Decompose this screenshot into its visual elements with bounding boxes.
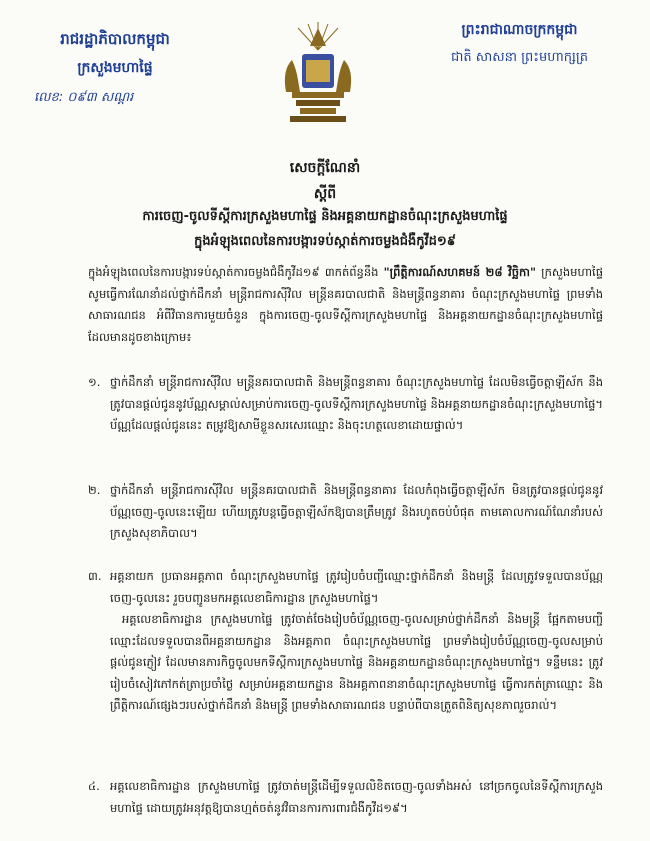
royal-arms-emblem-icon <box>268 20 368 124</box>
list-item <box>88 566 603 717</box>
list-item <box>88 480 603 545</box>
subject-label: ស្តីពី <box>313 186 337 202</box>
document-type: សេចក្តីណែនាំ <box>289 160 361 176</box>
item-text: អគ្គនាយក ប្រធានអគ្គភាព ចំណុះក្រសួងមហាផ្ទៃ ត្រូវរៀបចំបញ្ជីឈ្មោះថ្នាក់ដឹកនាំ និងមន្ត្រី ដែលត្រូវទទួលបានប័ណ្ណចេញ-ចូលនេះ រួចបញ្ជូនមកអគ្គលេខាធិការដ្ឋាន ក្រសួងមហាផ្ទៃ។ <box>110 569 603 605</box>
list-item <box>88 372 603 437</box>
item-number: ៣. <box>88 569 102 583</box>
intro-paragraph <box>88 262 603 348</box>
item-number: ៤. <box>88 779 100 793</box>
intro-text-before: ក្នុងអំឡុងពេលនៃការបង្ការទប់ស្កាត់ការចម្លងជំងឺកូវីដ១៩ ៣កត់ព័ន្ធនឹង <box>88 265 384 279</box>
kingdom-name: ព្រះរាជាណាចក្រកម្ពុជា <box>461 22 578 38</box>
reference-number: លេខ: ០៩៣ សណ្តរ <box>34 90 134 105</box>
item-number: ២. <box>88 483 101 497</box>
item-number: ១. <box>88 375 101 389</box>
item-text: ថ្នាក់ដឹកនាំ មន្ត្រីរាជការស៊ីវិល មន្ត្រីនគរបាលជាតិ និងមន្ត្រីពន្ធនាគារ ដែលកំពុងធ្វើចត្តាឡីស័ក មិនត្រូវបានផ្តល់ជូននូវប័ណ្ណចេញ-ចូលនេះឡើយ ហើយត្រូវបន្តធ្វើចត្តាឡីស័កឱ្យបានត្រឹមត្រូវ និងរហូតចប់បំផុត តាមគោលការណ៍ណែនាំរបស់ក្រសួងសុខាភិបាល។ <box>110 483 603 540</box>
ministry-header <box>30 30 200 108</box>
item-text: អគ្គលេខាធិការដ្ឋាន ក្រសួងមហាផ្ទៃ ត្រូវចាត់មន្ត្រីដើម្បីទទួលលិខិតចេញ-ចូលទាំងអស់ នៅច្រកចូលនៃទីស្តីការក្រសួងមហាផ្ទៃ ដោយត្រូវអនុវត្តឱ្យបានហ្មត់ចត់នូវវិធានការការពារជំងឺកូវីដ១៩។ <box>110 779 603 815</box>
document-subject-context: ក្នុងអំឡុងពេលនៃការបង្ការទប់ស្កាត់ការចម្លងជំងឺកូវីដ១៩ <box>194 234 456 249</box>
list-item <box>88 776 603 819</box>
government-name: រាជរដ្ឋាភិបាលកម្ពុជា <box>60 30 170 48</box>
intro-event-name: "ព្រឹត្តិការណ៍សហគមន៍ ២៨ វិច្ឆិកា" <box>383 265 536 279</box>
ministry-name: ក្រសួងមហាផ្ទៃ <box>77 60 153 76</box>
item-text: ថ្នាក់ដឹកនាំ មន្ត្រីរាជការស៊ីវិល មន្ត្រីនគរបាលជាតិ និងមន្ត្រីពន្ធនាគារ ចំណុះក្រសួងមហាផ្ទៃ ដែលមិនធ្វើចត្តាឡីស័ក នឹងត្រូវបានផ្តល់ជូននូវប័ណ្ណសម្គាល់សម្រាប់ការចេញ-ចូលទីស្តីការក្រសួងមហាផ្ទៃ និងអគ្គនាយកដ្ឋានចំណុះក្រសួងមហាផ្ទៃ។ ប័ណ្ណដែលផ្តល់ជូននេះ តម្រូវឱ្យសាមីខ្លួនសរសេរឈ្មោះ និងចុះហត្ថលេខាដោយផ្ទាល់។ <box>110 375 603 432</box>
intro-text-after: ក្រសួងមហាផ្ទៃសូមធ្វើការណែនាំដល់ថ្នាក់ដឹកនាំ មន្ត្រីរាជការស៊ីវិល មន្ត្រីនគរបាលជាតិ និងមន្ត្រីពន្ធនាគារ ចំណុះក្រសួងមហាផ្ទៃ ព្រមទាំងសាធារណជន អំពីវិធានការមួយចំនួន ក្នុងការចេញ-ចូលទីស្តីការក្រសួងមហាផ្ទៃ និងអគ្គនាយកដ្ឋានចំណុះក្រសួងមហាផ្ទៃ ដែលមានដូចខាងក្រោម៖ <box>88 265 603 344</box>
kingdom-header <box>412 20 627 68</box>
item-subparagraph: អគ្គលេខាធិការដ្ឋាន ក្រសួងមហាផ្ទៃ ត្រូវចាត់ចែងរៀបចំប័ណ្ណចេញ-ចូលសម្រាប់ថ្នាក់ដឹកនាំ និងមន្ត្រី ផ្អែកតាមបញ្ជីឈ្មោះដែលទទួលបានពីអគ្គនាយកដ្ឋាន និងអគ្គភាព ចំណុះក្រសួងមហាផ្ទៃ ព្រមទាំងរៀបចំប័ណ្ណចេញ-ចូលសម្រាប់ផ្តល់ជូនភ្ញៀវ ដែលមានភារកិច្ចចូលមកទីស្តីការក្រសួងមហាផ្ទៃ និងអគ្គនាយកដ្ឋានចំណុះក្រសួងមហាផ្ទៃ។ ទន្ទឹមនេះ ត្រូវរៀបចំសៀវភៅកត់ត្រាប្រចាំថ្ងៃ សម្រាប់អគ្គនាយកដ្ឋាន និងអគ្គភាពនានាចំណុះក្រសួងមហាផ្ទៃ ធ្វើការកត់ត្រាឈ្មោះ និងព្រឹត្តិការណ៍ផ្សេងៗរបស់ថ្នាក់ដឹកនាំ និងមន្ត្រី ព្រមទាំងសាធារណជន បន្ទាប់ពីបានត្រួតពិនិត្យសុខភាពរួចរាល់។ <box>110 612 603 712</box>
national-motto: ជាតិ សាសនា ព្រះមហាក្សត្រ <box>451 50 588 65</box>
document-subject: ការចេញ-ចូលទីស្តីការក្រសួងមហាផ្ទៃ និងអគ្គនាយកដ្ឋានចំណុះក្រសួងមហាផ្ទៃ <box>142 209 508 224</box>
